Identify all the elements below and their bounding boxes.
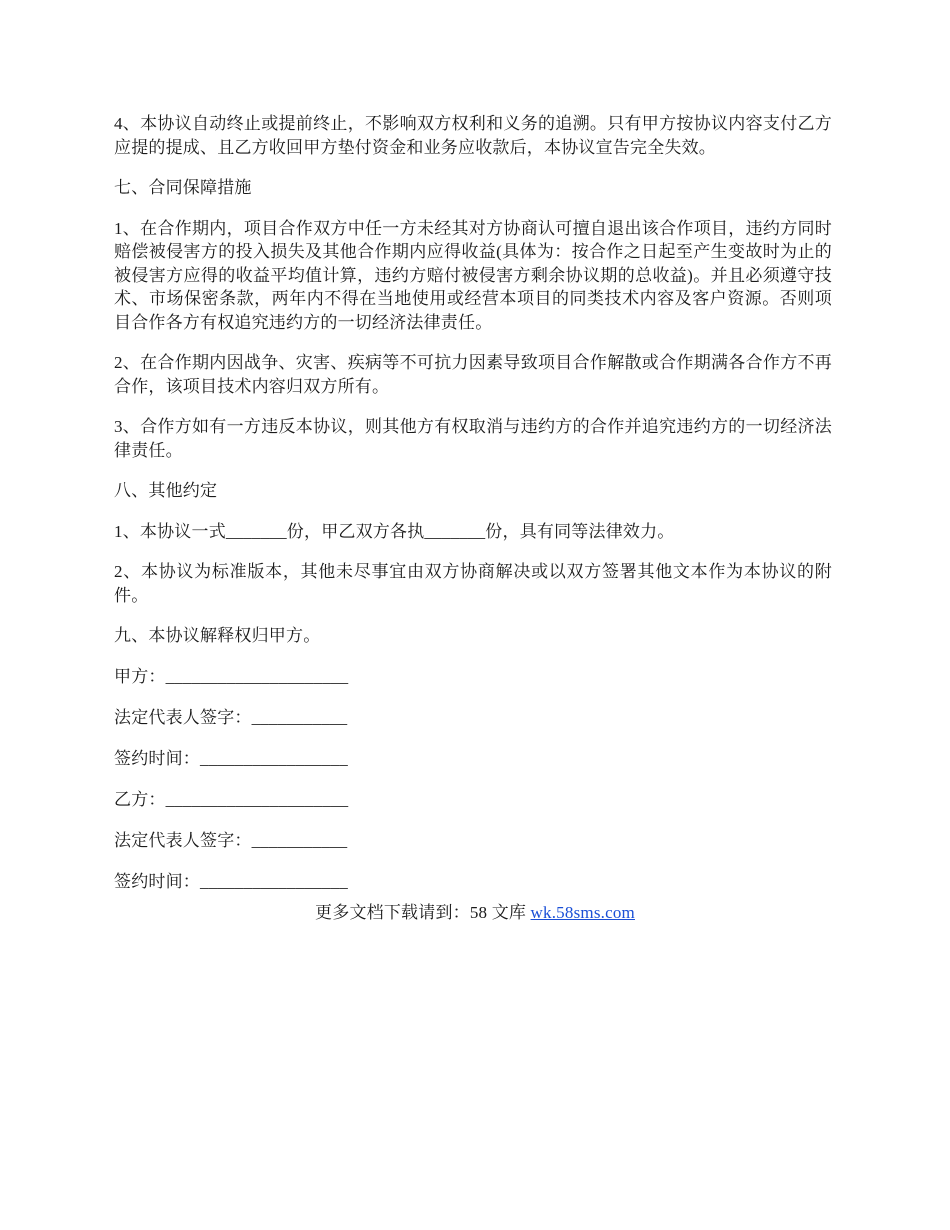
party-b-representative-line: 法定代表人签字：___________ bbox=[114, 830, 348, 850]
party-b-date-line: 签约时间：_________________ bbox=[114, 871, 348, 891]
party-a-representative-line: 法定代表人签字：___________ bbox=[114, 707, 348, 727]
document-body bbox=[114, 112, 832, 911]
clause-7-1: 1、在合作期内，项目合作双方中任一方未经其对方协商认可擅自退出该合作项目，违约方同时赔偿被侵害方的投入损失及其他合作期内应得收益(具体为：按合作之日起至产生变故时为止的被侵害方应得的收益平均值计算，违约方赔付被侵害方剩余协议期的总收益)。并且必须遵守技术、市场保密条款，两年内不得在当地使用或经营本项目的同类技术内容及客户资源。否则项目合作各方有权追究违约方的一切经济法律责任。 bbox=[114, 218, 832, 332]
clause-4-termination: 4、本协议自动终止或提前终止，不影响双方权利和义务的追溯。只有甲方按协议内容支付乙方应提的提成、且乙方收回甲方垫付资金和业务应收款后，本协议宣告完全失效。 bbox=[114, 114, 832, 157]
signature-block bbox=[114, 665, 832, 894]
footer-text: 更多文档下载请到：58 文库 bbox=[315, 903, 531, 922]
section-7-heading: 七、合同保障措施 bbox=[114, 178, 252, 197]
section-8-heading: 八、其他约定 bbox=[114, 481, 218, 500]
party-a-line: 甲方：_____________________ bbox=[114, 666, 349, 686]
party-b-line: 乙方：_____________________ bbox=[114, 789, 349, 809]
footer-link[interactable]: wk.58sms.com bbox=[530, 903, 635, 922]
footer bbox=[0, 901, 950, 924]
clause-8-2: 2、本协议为标准版本，其他未尽事宜由双方协商解决或以双方签署其他文本作为本协议的附件。 bbox=[114, 562, 832, 605]
clause-7-2: 2、在合作期内因战争、灾害、疾病等不可抗力因素导致项目合作解散或合作期满各合作方不再合作，该项目技术内容归双方所有。 bbox=[114, 353, 832, 396]
party-a-date-line: 签约时间：_________________ bbox=[114, 748, 348, 768]
clause-8-1: 1、本协议一式_______份，甲乙双方各执_______份，具有同等法律效力。 bbox=[114, 521, 675, 541]
section-9-heading: 九、本协议解释权归甲方。 bbox=[114, 626, 321, 645]
clause-7-3: 3、合作方如有一方违反本协议，则其他方有权取消与违约方的合作并追究违约方的一切经济法律责任。 bbox=[114, 417, 832, 460]
